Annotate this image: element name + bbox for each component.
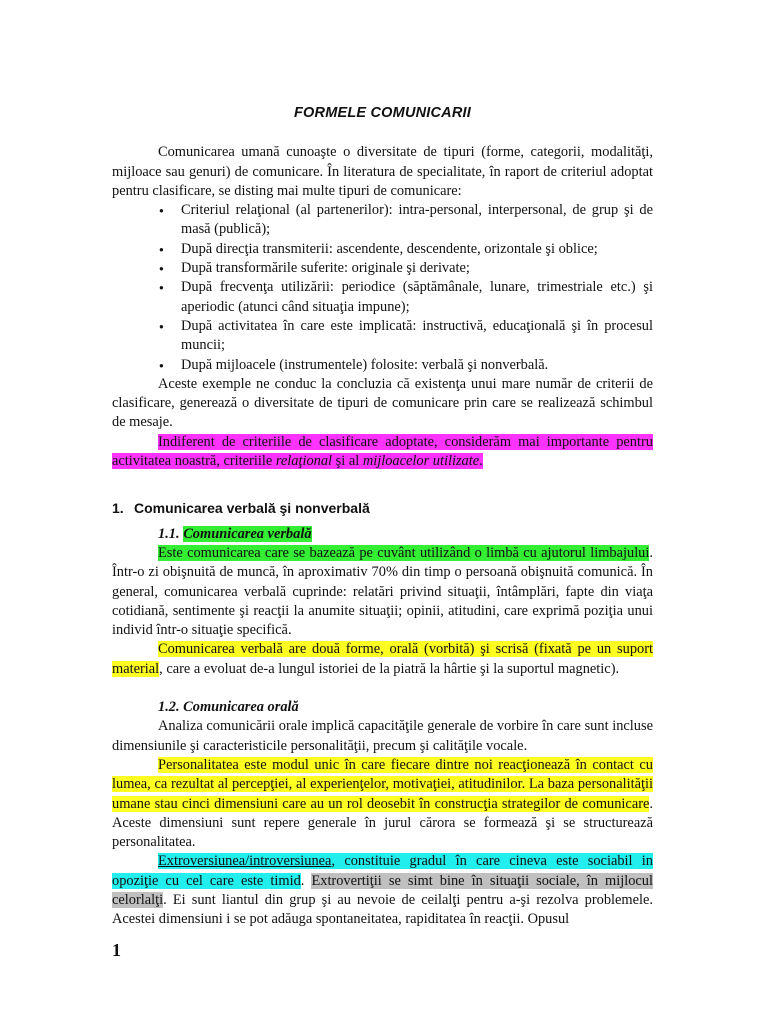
paragraph-text: , care a evoluat de-a lungul istoriei de la piatră la hârtie şi la suportul magnetic). [159,660,620,677]
underlined-term: Extroversiunea/introversiunea [158,853,332,870]
list-item: ● După frecvenţa utilizării: periodice (săptămânale, lunare, trimestriale etc.) şi aperiodic (atunci când situaţia impune); [112,278,653,317]
paragraph-text: . Într-o zi obişnuită de muncă, în aproximativ 70% din timp o persoană obişnuită comunică. În general, comunicarea verbală cuprinde: relatări privind situaţii, întâmplări, fapte din viaţa cotidiană, sentimente şi reacţii la anumite situaţii; opinii, atitudini, care exprimă poziţia unui individ într-o situaţie specifică. [112,544,653,639]
document-title: FORMELE COMUNICARII [294,105,471,121]
page-number: 1 [112,940,121,960]
paragraph-text: . Aceste dimensiuni sunt repere generale în jurul cărora se formează şi se structurează personalitatea. [112,795,653,851]
personality-paragraph [112,756,653,852]
highlight-text: Indiferent de criteriile de clasificare adoptate, considerăm mai importante pentru activitatea noastră, criteriile [112,433,653,470]
highlight-text: . [479,453,483,470]
gray-highlight: Extrovertiţii se simt bine în situaţii sociale, în mijlocul celorlalţi [112,872,653,908]
section-heading [112,499,653,518]
subsection-heading [112,525,653,544]
list-item: ● Criteriul relaţional (al partenerilor): intra-personal, interpersonal, de grup şi de masă (publică); [112,201,653,240]
yellow-highlight: Comunicarea verbală are două forme, orală (vorbită) şi scrisă (fixată pe un suport material [112,641,653,677]
list-item: ● După transformările suferite: originale şi derivate; [112,259,653,278]
subsection-number: 1.1. [158,525,180,542]
intro-paragraph: Comunicarea umană cunoaşte o diversitate de tipuri (forme, categorii, modalităţi, mijloace sau genuri) de comunicare. În literatura de specialitate, în raport de criteriul adoptat pentru clasificare, se disting mai multe tipuri de comunicare: [112,144,653,199]
yellow-highlight: Personalitatea este modul unic în care fiecare dintre noi reacţionează în contact cu lumea, ca rezultat al percepţiei, al experienţelor, motivaţiei, atitudinilor. La baza personalităţii umane stau cinci dimensiuni care au un rol deosebit în construcţia strategilor de comunicare [112,756,653,812]
highlighted-criteria-paragraph [112,433,653,472]
paragraph-text: . Ei sunt liantul din grup şi au nevoie de ceilalţi pentru a-şi rezolva problemele. Acestei dimensiuni i se pot adăuga spontaneitatea, rapiditatea în reacţii. Opusul [112,891,653,928]
list-item: ● După direcţia transmiterii: ascendente, descendente, orizontale şi oblice; [112,240,653,259]
section-title: Comunicarea verbală şi nonverbală [134,500,370,517]
forms-paragraph [112,640,653,679]
criteria-list [112,201,653,375]
extroversion-paragraph [112,852,653,929]
section-number: 1. [112,500,124,517]
conclusion-paragraph: Aceste exemple ne conduc la concluzia că existenţa unui mare număr de criterii de clasificare, generează o diversitate de tipuri de comunicare prin care se realizează schimbul de mesaje. [112,375,653,431]
highlight-text: , constituie gradul în care cineva este sociabil in opoziţie cu cel care este timid [112,853,653,889]
italic-term: mijloacelor utilizate [362,453,480,470]
verbal-paragraph [112,544,653,640]
list-item: ● După activitatea în care este implicată: instructivă, educaţională şi în procesul muncii; [112,317,653,356]
subsection-heading: 1.2. Comunicarea orală [158,699,299,716]
italic-term: relaţional [275,453,333,470]
paragraph-text: . [300,872,312,889]
list-item: ● După mijloacele (instrumentele) folosite: verbală şi nonverbală. [112,356,653,375]
magenta-highlight [112,434,653,469]
document-body [112,104,653,930]
oral-paragraph: Analiza comunicării orale implică capacităţile generale de vorbire în care sunt incluse dimensiunile şi caracteristicile personalităţii, precum şi calităţile vocale. [112,718,653,754]
green-highlight: Este comunicarea care se bazează pe cuvânt utilizând o limbă cu ajutorul limbajului [158,544,650,561]
subsection-title: Comunicarea verbală [183,525,312,542]
highlight-text: şi al [332,453,363,470]
